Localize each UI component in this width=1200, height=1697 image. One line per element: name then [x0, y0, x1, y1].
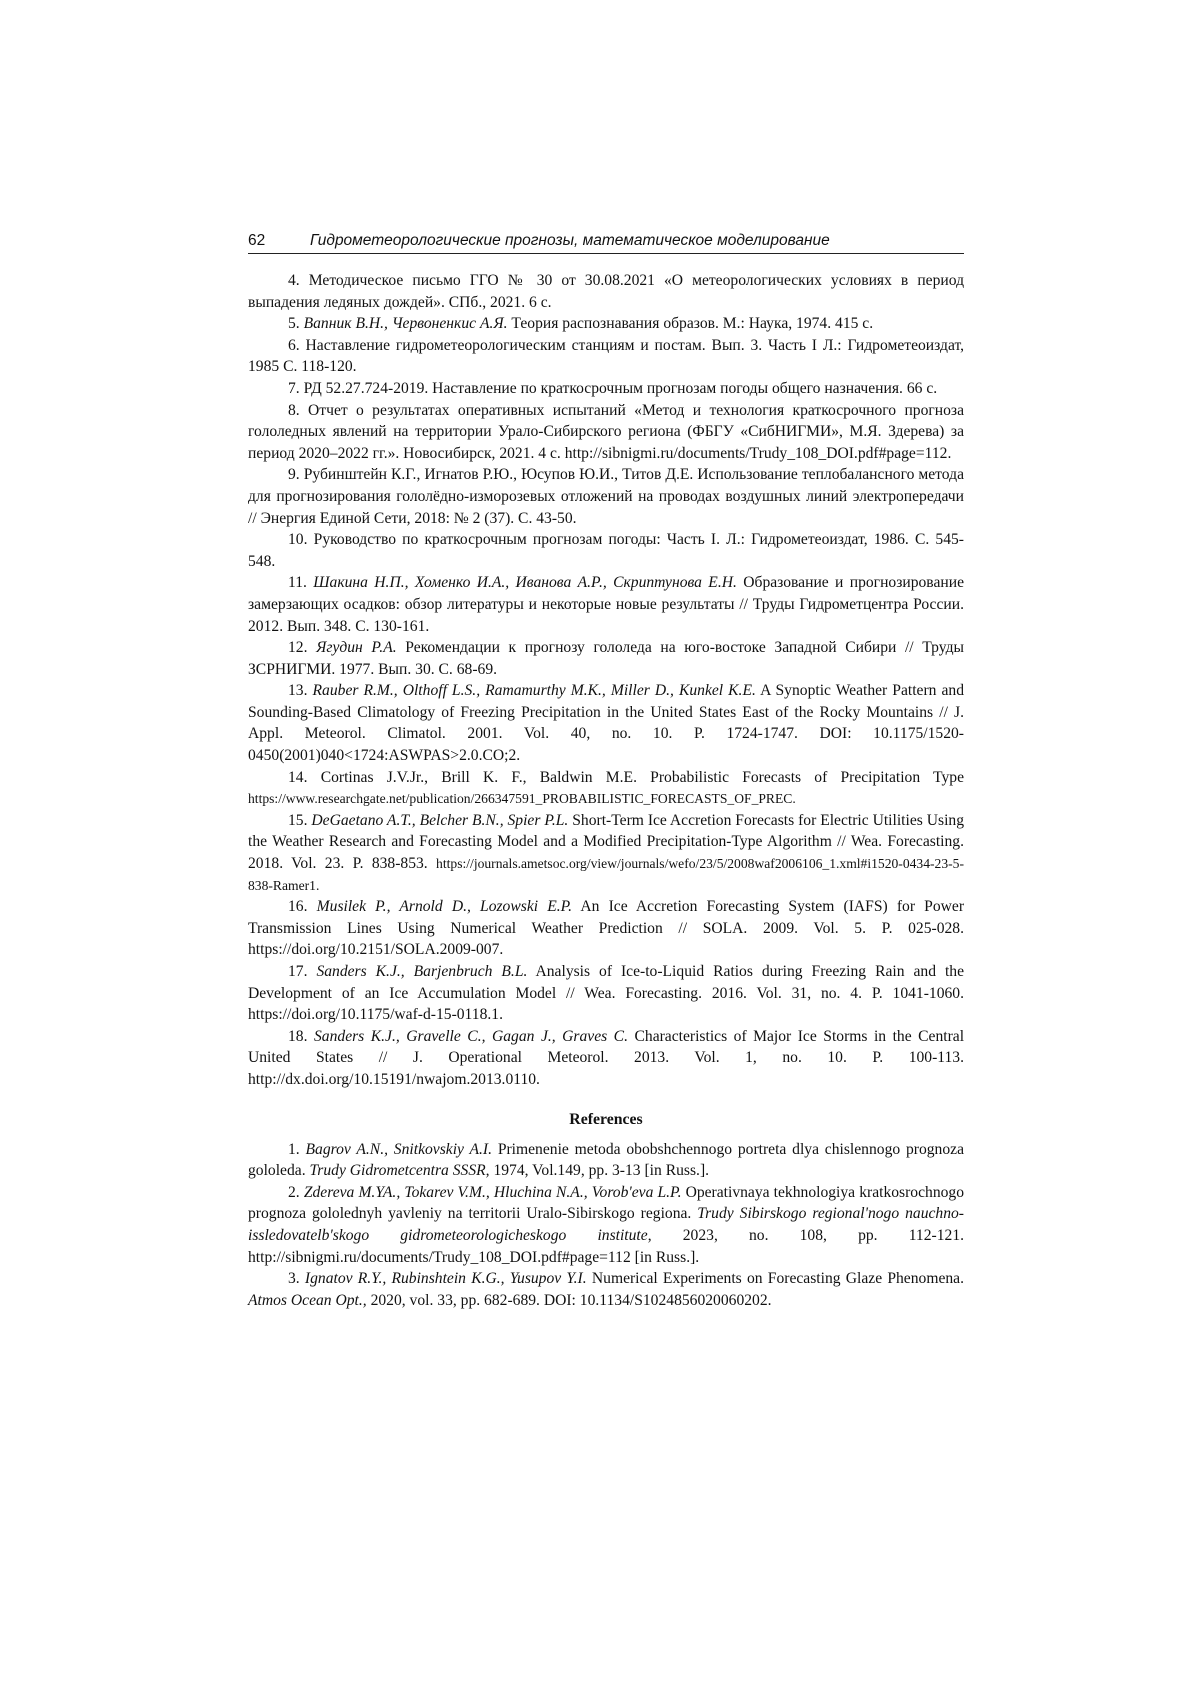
ref-url: https://journals.ametsoc.org/view/journals/wefo/23/5/2008waf2006106_1.xml#i1520-0434-23-5-838-Ramer1.: [248, 856, 964, 893]
reference-item: [248, 896, 964, 961]
ref-number: 3.: [288, 1270, 305, 1288]
ref-number: 4.: [288, 272, 309, 289]
reference-item: [248, 680, 964, 766]
reference-list-russian: [248, 270, 964, 1091]
ref-text: Рекомендации к прогнозу гололеда на юго-востоке Западной Сибири // Труды ЗСРНИГМИ. 1977. Вып. 30. С. 68-69.: [248, 639, 964, 678]
ref-number: 18.: [288, 1027, 314, 1045]
reference-item: [248, 572, 964, 637]
ref-text: Short-Term Ice Accretion Forecasts for Electric Utilities Using the Weather Research and Forecasting Model and a Modified Precipitation-Type Algorithm // Wea. Forecasting. 2018. Vol. 23. P. 838-853.: [248, 811, 965, 873]
references-heading: References: [569, 1110, 643, 1128]
ref-text: Numerical Experiments on Forecasting Glaze Phenomena.: [586, 1270, 964, 1288]
ref-number: 2.: [288, 1183, 304, 1201]
ref-journal: Trudy Gidrometcentra SSSR,: [309, 1162, 490, 1180]
ref-text: Рубинштейн К.Г., Игнатов Р.Ю., Юсупов Ю.И., Титов Д.Е. Использование теплобалансного метода для прогнозирования гололёдно-изморозевых отложений на проводах воздушных линий электропередачи // Энергия Единой Сети, 2018: № 2 (37). С. 43-50.: [248, 466, 964, 527]
reference-item: [248, 961, 964, 1026]
ref-number: 17.: [288, 963, 317, 980]
ref-text-tail: 2020, vol. 33, pp. 682-689. DOI: 10.1134/S1024856020060202.: [366, 1291, 772, 1309]
reference-item: [248, 270, 964, 313]
ref-text: Analysis of Ice-to-Liquid Ratios during Freezing Rain and the Development of an Ice Accumulation Model // Wea. Forecasting. 2016. Vol. 31, no. 4. P. 1041-1060. https://doi.org/10.1175/waf-d-15-0118.1.: [248, 963, 964, 1024]
ref-number: 12.: [288, 639, 317, 657]
ref-text: Наставление гидрометеорологическим станциям и постам. Вып. 3. Часть I Л.: Гидрометеоиздат, 1985 С. 118-120.: [248, 336, 965, 376]
reference-item: [248, 335, 964, 378]
ref-authors: Ignatov R.Y., Rubinshtein K.G., Yusupov Y.I.: [304, 1270, 587, 1288]
reference-item: [248, 1268, 964, 1311]
ref-text: Characteristics of Major Ice Storms in the Central United States // J. Operational Meteorol. 2013. Vol. 1, no. 10. P. 100-113. http://dx.doi.org/10.15191/nwajom.2013.0110.: [248, 1027, 965, 1088]
ref-authors: Ягудин Р.А.: [316, 639, 397, 657]
reference-list-english: [248, 1139, 964, 1312]
ref-number: 13.: [288, 682, 313, 700]
ref-text-tail: , 2023, no. 108, pp. 112-121. http://sibnigmi.ru/documents/Trudy_108_DOI.pdf#page=112 [in Russ.].: [248, 1226, 965, 1266]
ref-text: РД 52.27.724-2019. Наставление по краткосрочным прогнозам погоды общего назначения. 66 с.: [303, 379, 938, 397]
ref-number: 5.: [288, 315, 304, 333]
ref-text: Отчет о результатах оперативных испытаний «Метод и технология краткосрочного прогноза гололедных явлений на территории Урало-Сибирского региона (ФБГУ «СибНИГМИ», М.Я. Здерева) за период 2020–2022 гг.». Новосибирск, 2021. 4 с. http://sibnigmi.ru/documents/Trudy_108_DOI.pdf#page=112.: [248, 401, 965, 462]
ref-number: 10.: [288, 531, 314, 549]
ref-journal: Trudy Sibirskogo regional'nogo nauchno-issledovatelb'skogo gidrometeorologicheskogo institute: [248, 1205, 964, 1244]
ref-authors: Rauber R.M., Olthoff L.S., Ramamurthy M.K., Miller D., Kunkel K.E.: [312, 682, 756, 700]
ref-url: https://www.researchgate.net/publication/266347591_PROBABILISTIC_FORECASTS_OF_PREC.: [248, 791, 796, 807]
ref-text: Cortinas J.V.Jr., Brill K. F., Baldwin M.E. Probabilistic Forecasts of Precipitation Type: [320, 768, 964, 786]
ref-authors: DeGaetano A.T., Belcher B.N., Spier P.L.: [311, 811, 569, 829]
ref-authors: Вапник В.Н., Червоненкис А.Я.: [303, 315, 508, 333]
running-header: [248, 232, 964, 254]
ref-journal: Atmos Ocean Opt.,: [248, 1291, 367, 1309]
reference-item: [248, 464, 964, 529]
reference-item: [248, 1139, 964, 1182]
ref-number: 6.: [288, 336, 306, 354]
ref-authors: Bagrov A.N., Snitkovskiy A.I.: [305, 1140, 492, 1158]
ref-number: 16.: [288, 898, 317, 916]
ref-authors: Sanders K.J., Barjenbruch B.L.: [316, 963, 528, 980]
ref-number: 9.: [288, 466, 304, 484]
ref-number: 14.: [288, 768, 321, 786]
ref-text: Руководство по краткосрочным прогнозам погоды: Часть I. Л.: Гидрометеоиздат, 1986. С. 545-548.: [248, 531, 964, 570]
ref-number: 7.: [288, 379, 304, 397]
reference-item: [248, 810, 964, 896]
ref-authors: Zdereva M.YA., Tokarev V.M., Hluchina N.A., Vorob'eva L.P.: [303, 1183, 682, 1201]
reference-item: [248, 767, 964, 810]
reference-item: [248, 313, 964, 335]
reference-item: [248, 1026, 964, 1091]
ref-number: 15.: [288, 811, 312, 829]
ref-number: 11.: [288, 574, 314, 592]
ref-text: Методическое письмо ГГО № 30 от 30.08.2021 «О метеорологических условиях в период выпадения ледяных дождей». СПб., 2021. 6 с.: [248, 272, 965, 311]
running-title: Гидрометеорологические прогнозы, математическое моделирование: [310, 232, 830, 249]
reference-item: [248, 1182, 964, 1268]
ref-number: 8.: [288, 401, 309, 419]
ref-text: Primenenie metoda obobshchennogo portreta dlya chislennogo prognoza gololeda.: [248, 1140, 964, 1180]
reference-item: [248, 637, 964, 680]
ref-text: Образование и прогнозирование замерзающих осадков: обзор литературы и некоторые новые результаты // Труды Гидрометцентра России. 2012. Вып. 348. С. 130-161.: [248, 574, 965, 635]
ref-authors: Шакина Н.П., Хоменко И.А., Иванова А.Р., Скриптунова Е.Н.: [313, 574, 737, 592]
ref-text: Теория распознавания образов. М.: Наука, 1974. 415 с.: [507, 315, 874, 333]
ref-text-tail: 1974, Vol.149, pp. 3-13 [in Russ.].: [489, 1162, 710, 1180]
reference-item: [248, 378, 964, 400]
ref-number: 1.: [288, 1140, 306, 1158]
reference-item: [248, 529, 964, 572]
ref-authors: Musilek P., Arnold D., Lozowski E.P.: [316, 898, 573, 916]
page: [248, 232, 964, 1311]
ref-authors: Sanders K.J., Gravelle C., Gagan J., Graves C.: [314, 1027, 628, 1045]
ref-text: An Ice Accretion Forecasting System (IAFS) for Power Transmission Lines Using Numerical Weather Prediction // SOLA. 2009. Vol. 5. P. 025-028. https://doi.org/10.2151/SOLA.2009-007.: [248, 898, 965, 959]
reference-item: [248, 400, 964, 465]
ref-text: A Synoptic Weather Pattern and Sounding-Based Climatology of Freezing Precipitation in the United States East of the Rocky Mountains // J. Appl. Meteorol. Climatol. 2001. Vol. 40, no. 10. P. 1724-1747. DOI: 10.1175/1520-0450(2001)040<1724:ASWPAS>2.0.CO;2.: [248, 682, 965, 765]
page-number: 62: [248, 232, 266, 249]
ref-text: Operativnaya tekhnologiya kratkosrochnogo prognoza gololednyh yavleniy na territorii Uralo-Sibirskogo regiona.: [248, 1183, 965, 1223]
